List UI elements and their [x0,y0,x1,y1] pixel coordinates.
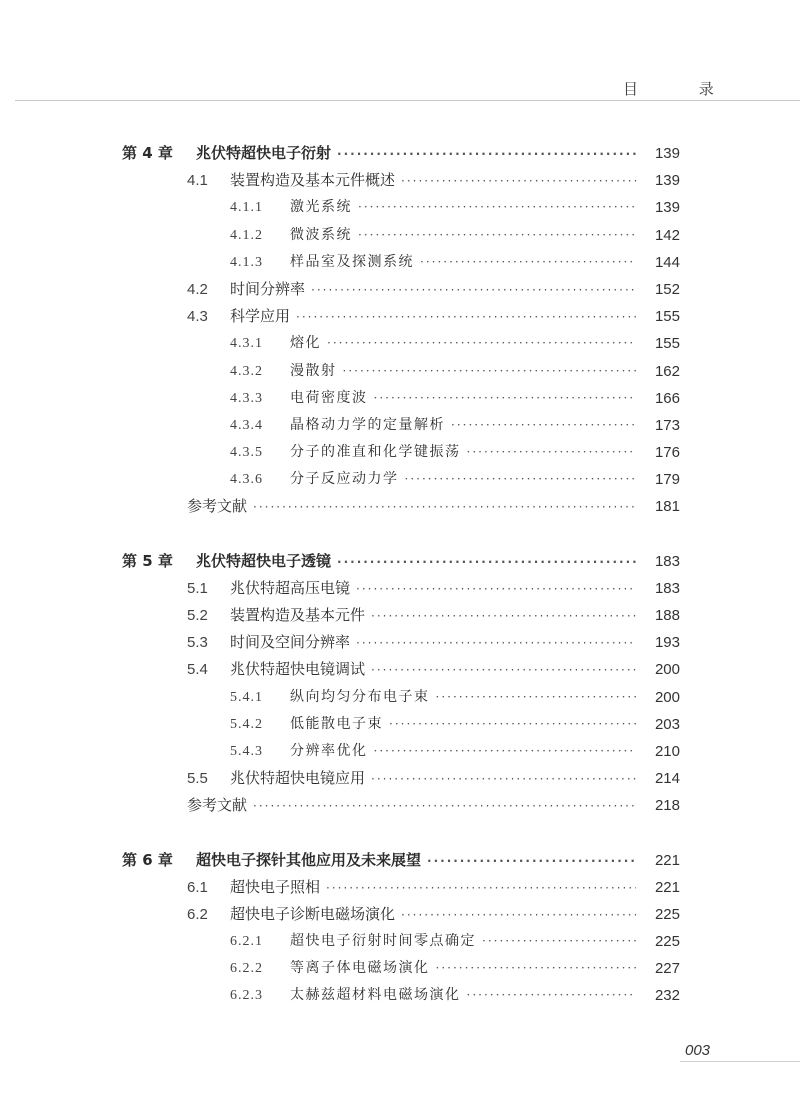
toc-section-entry[interactable] [0,167,800,194]
toc-subsection-entry[interactable] [0,358,800,385]
toc-entry-title: 样品室及探测系统 [290,253,414,270]
toc-subsection-entry[interactable] [0,982,800,1009]
toc-entry-title: 低能散电子束 [290,715,383,732]
toc-entry-page: 179 [654,471,680,489]
toc-entry-title-with-leader [290,249,642,276]
toc-entry-title-with-leader [230,602,642,630]
dot-leader [327,330,636,357]
toc-entry-title-with-leader [196,140,642,168]
toc-entry-title-with-leader [290,412,642,439]
toc-section-entry[interactable] [0,901,800,928]
toc-entry-title: 兆伏特超高压电镜 [230,578,351,597]
toc-entry-title-with-leader [230,874,642,902]
toc-entry-page: 181 [654,498,680,516]
toc-entry-page: 183 [654,579,680,597]
toc-entry-page: 173 [654,416,680,434]
dot-leader [374,738,637,765]
dot-leader [356,576,636,603]
toc-chapter [0,548,800,820]
toc-subsection-entry[interactable] [0,684,800,711]
toc-entry-page: 162 [654,362,680,380]
dot-leader [337,141,636,168]
header-divider [15,100,800,101]
toc-entry-number: 5.4 [187,661,208,679]
dot-leader [253,494,636,521]
toc-entry-title-with-leader [196,548,642,576]
toc-entry-title-with-leader [230,765,642,793]
toc-entry-page: 166 [654,389,680,407]
toc-entry-number: 5.2 [187,607,208,624]
dot-leader [401,168,636,195]
dot-leader [253,793,636,820]
toc-subsection-entry[interactable] [0,711,800,738]
toc-entry-number: 6.1 [187,878,208,896]
toc-entry-number: 6.2.3 [230,988,263,1004]
toc-entry-title: 太赫兹超材料电磁场演化 [290,987,461,1004]
toc-entry-title: 分子的准直和化学键振荡 [290,444,461,461]
toc-entry-title: 电荷密度波 [290,389,368,406]
toc-entry-number: 5.4.2 [230,716,263,732]
dot-leader [326,875,636,902]
toc-entry-title-with-leader [290,928,642,955]
toc-entry-number: 4.1 [187,172,208,190]
toc-entry-title-with-leader [290,194,642,221]
toc-subsection-entry[interactable] [0,955,800,982]
dot-leader [371,657,636,684]
toc-entry-page: 221 [654,851,680,869]
toc-entry-page: 200 [654,661,680,679]
toc-entry-title-with-leader [187,792,642,820]
toc-entry-page: 210 [654,742,680,760]
toc-entry-title-with-leader [230,901,642,929]
toc-entry-page: 152 [654,280,680,298]
toc-section-entry[interactable] [0,874,800,901]
dot-leader [356,630,636,657]
dot-leader [420,249,636,276]
dot-leader [337,549,636,576]
toc-entry-number: 第 5 章 [122,551,173,570]
toc-section-entry[interactable] [0,629,800,656]
dot-leader [358,194,636,221]
toc-entry-number: 6.2 [187,905,208,923]
toc-entry-number: 4.1.2 [230,227,263,243]
dot-leader [389,711,636,738]
toc-subsection-entry[interactable] [0,738,800,765]
toc-entry-page: 225 [654,933,680,951]
toc-entry-page: 142 [654,226,680,244]
toc-entry-title: 超快电子诊断电磁场演化 [230,904,396,923]
toc-entry-number: 6.2.2 [230,961,263,977]
toc-entry-title: 等离子体电磁场演化 [290,960,430,977]
dot-leader [467,439,637,466]
toc-chapter [0,140,800,521]
toc-entry-title-with-leader [290,684,642,711]
toc-entry-title-with-leader [230,575,642,603]
toc-entry-number: 4.3.4 [230,417,263,433]
toc-entry-page: 144 [654,253,680,271]
toc-entry-number: 5.5 [187,770,208,788]
toc-chapter [0,847,800,1010]
toc-subsection-entry[interactable] [0,194,800,221]
toc-section-entry[interactable] [0,303,800,330]
toc-entry-title: 装置构造及基本元件概述 [230,171,396,190]
toc-chapter-heading[interactable] [0,140,800,167]
toc-entry-page: 218 [654,797,680,815]
toc-entry-title-with-leader [230,629,642,657]
toc-subsection-entry[interactable] [0,330,800,357]
dot-leader [427,848,636,875]
toc-entry-title-with-leader [290,466,642,493]
toc-entry-number: 5.4.1 [230,689,263,705]
toc-entry-page: 225 [654,905,680,923]
toc-subsection-entry[interactable] [0,412,800,439]
toc-entry-title: 参考文献 [187,497,248,516]
toc-entry-number: 4.2 [187,280,208,298]
toc-entry-page: 193 [654,634,680,652]
dot-leader [374,385,637,412]
page-number: 003 [685,1042,711,1059]
toc-entry-title: 分辨率优化 [290,742,368,759]
toc-entry-title-with-leader [290,358,642,385]
toc-entry-title: 超快电子探针其他应用及未来展望 [196,850,422,869]
toc-section-entry[interactable] [0,575,800,602]
toc-entry-page: 203 [654,715,680,733]
toc-entry-number: 4.1.1 [230,200,263,216]
table-of-contents [0,140,800,1037]
toc-entry-title: 激光系统 [290,199,352,216]
toc-entry-title: 纵向均匀分布电子束 [290,688,430,705]
toc-entry-title-with-leader [187,493,642,521]
toc-entry-page: 139 [654,145,680,162]
toc-entry-title: 兆伏特超快电子衍射 [196,144,332,162]
toc-subsection-entry[interactable] [0,928,800,955]
toc-entry-title-with-leader [290,385,642,412]
dot-leader [311,277,636,304]
toc-subsection-entry[interactable] [0,466,800,493]
toc-entry-page: 183 [654,552,680,570]
toc-entry-title-with-leader [290,330,642,357]
toc-entry-title: 熔化 [290,335,321,352]
toc-entry-title-with-leader [290,711,642,738]
toc-subsection-entry[interactable] [0,222,800,249]
toc-entry-number: 4.3.6 [230,472,263,488]
toc-entry-number: 第 4 章 [122,144,173,162]
toc-entry-page: 188 [654,607,680,624]
toc-references-entry[interactable] [0,493,800,520]
dot-leader [401,902,636,929]
toc-entry-page: 155 [654,335,680,353]
toc-entry-title-with-leader [290,439,642,466]
toc-entry-title: 时间及空间分辨率 [230,633,351,652]
toc-entry-title: 漫散射 [290,362,337,379]
toc-entry-page: 139 [654,199,680,217]
running-header-title: 目 录 [623,80,742,98]
toc-section-entry[interactable] [0,602,800,629]
toc-entry-page: 221 [654,878,680,896]
toc-entry-page: 227 [654,960,680,978]
toc-entry-page: 232 [654,987,680,1005]
toc-entry-number: 4.3.3 [230,390,263,406]
toc-entry-number: 5.1 [187,579,208,597]
toc-entry-title: 兆伏特超快电镜调试 [230,660,366,679]
toc-entry-number: 第 6 章 [122,850,173,869]
toc-chapter-heading[interactable] [0,548,800,575]
toc-section-entry[interactable] [0,656,800,683]
toc-entry-number: 4.3 [187,308,208,326]
toc-entry-title: 参考文献 [187,796,248,815]
toc-section-entry[interactable] [0,765,800,792]
toc-entry-number: 4.1.3 [230,254,263,270]
toc-entry-title: 兆伏特超快电子透镜 [196,551,332,570]
toc-entry-title-with-leader [290,982,642,1009]
dot-leader [296,304,636,331]
toc-entry-title-with-leader [230,276,642,304]
toc-references-entry[interactable] [0,792,800,819]
toc-entry-page: 139 [654,172,680,190]
toc-chapter-heading[interactable] [0,847,800,874]
dot-leader [343,358,637,385]
toc-entry-title-with-leader [230,656,642,684]
toc-entry-title-with-leader [230,303,642,331]
toc-entry-title-with-leader [290,738,642,765]
dot-leader [436,684,637,711]
toc-subsection-entry[interactable] [0,385,800,412]
dot-leader [436,955,637,982]
toc-entry-title-with-leader [230,167,642,195]
toc-entry-page: 155 [654,308,680,326]
toc-entry-title: 晶格动力学的定量解析 [290,416,445,433]
toc-entry-page: 200 [654,688,680,706]
toc-entry-number: 4.3.2 [230,363,263,379]
toc-subsection-entry[interactable] [0,249,800,276]
toc-entry-title: 科学应用 [230,307,291,326]
toc-subsection-entry[interactable] [0,439,800,466]
toc-entry-title-with-leader [290,222,642,249]
dot-leader [358,222,636,249]
dot-leader [371,603,636,630]
toc-entry-number: 4.3.1 [230,336,263,352]
dot-leader [482,928,636,955]
footer-divider [680,1061,800,1062]
toc-entry-number: 4.3.5 [230,445,263,461]
toc-entry-title: 超快电子衍射时间零点确定 [290,933,476,950]
dot-leader [371,766,636,793]
toc-entry-title: 超快电子照相 [230,877,321,896]
dot-leader [467,982,637,1009]
toc-entry-page: 176 [654,444,680,462]
toc-entry-number: 6.2.1 [230,934,263,950]
dot-leader [405,466,637,493]
toc-entry-title-with-leader [196,847,642,875]
toc-entry-number: 5.3 [187,634,208,652]
toc-entry-number: 5.4.3 [230,743,263,759]
toc-entry-title: 装置构造及基本元件 [230,606,366,624]
toc-entry-title: 分子反应动力学 [290,471,399,488]
toc-entry-title: 兆伏特超快电镜应用 [230,769,366,788]
toc-entry-title-with-leader [290,955,642,982]
toc-entry-page: 214 [654,770,680,788]
toc-entry-title: 微波系统 [290,226,352,243]
dot-leader [451,412,636,439]
toc-entry-title: 时间分辨率 [230,279,306,298]
toc-section-entry[interactable] [0,276,800,303]
